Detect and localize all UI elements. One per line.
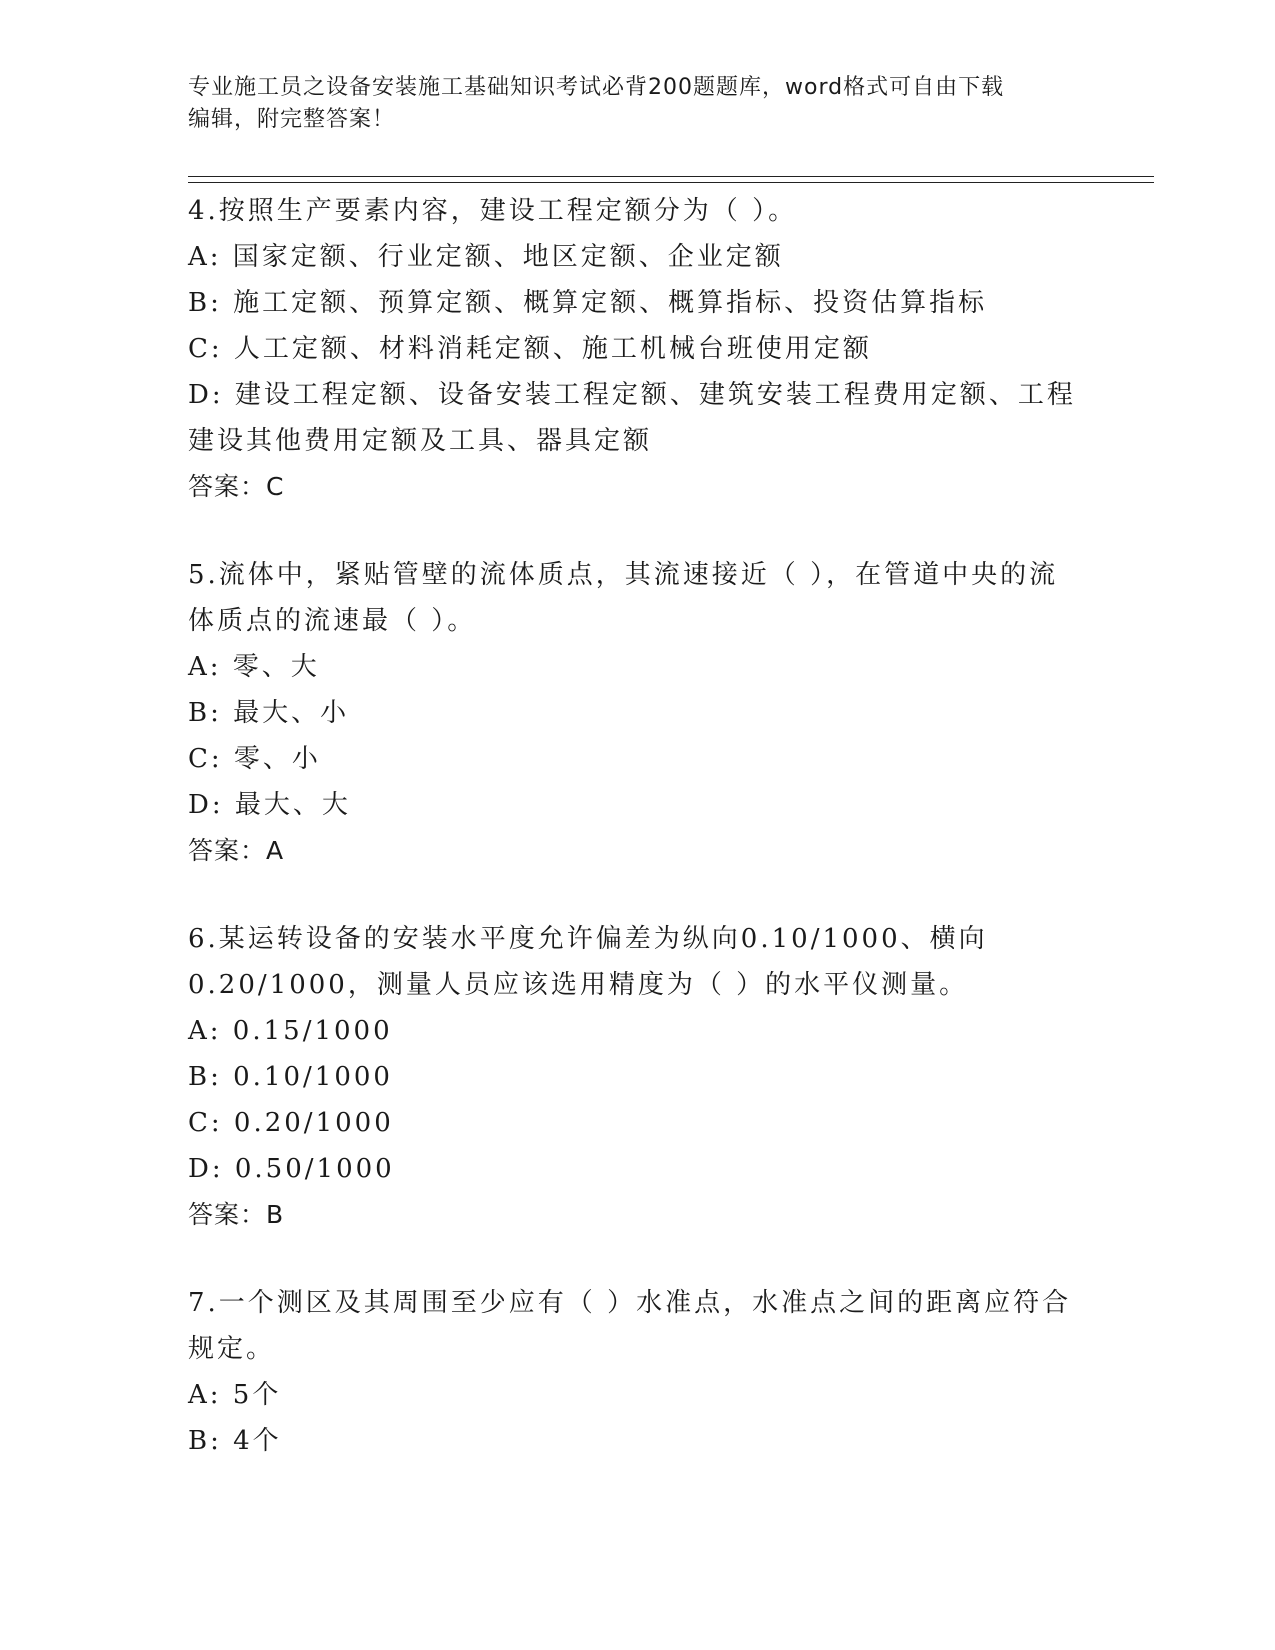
option-c: C: 零、小 <box>188 744 321 774</box>
option-b: B: 最大、小 <box>188 698 350 728</box>
header-divider-top <box>188 176 1154 177</box>
option-c: C: 人工定额、材料消耗定额、施工机械台班使用定额 <box>188 334 872 364</box>
question-stem-continued: 体质点的流速最（ ）。 <box>188 606 477 636</box>
question-5 <box>188 552 1068 874</box>
option-d: D: 0.50/1000 <box>188 1154 395 1184</box>
answer: 答案：C <box>188 472 285 501</box>
question-7 <box>188 1280 1072 1464</box>
option-b: B: 施工定额、预算定额、概算定额、概算指标、投资估算指标 <box>188 288 988 318</box>
question-stem: 5.流体中，紧贴管壁的流体质点，其流速接近（ ），在管道中央的流 <box>188 560 1059 590</box>
question-6 <box>188 916 1068 1238</box>
question-stem: 7.一个测区及其周围至少应有（ ）水准点，水准点之间的距离应符合 <box>188 1288 1072 1318</box>
question-4 <box>188 188 1076 510</box>
question-stem: 6.某运转设备的安装水平度允许偏差为纵向0.10/1000、横向 <box>188 924 988 954</box>
question-stem-continued: 规定。 <box>188 1334 276 1364</box>
question-stem-continued: 0.20/1000，测量人员应该选用精度为（ ）的水平仪测量。 <box>188 970 969 1000</box>
option-d: D: 最大、大 <box>188 790 351 820</box>
document-header <box>188 72 1068 136</box>
option-a: A: 国家定额、行业定额、地区定额、企业定额 <box>188 242 784 272</box>
answer: 答案：B <box>188 1200 285 1229</box>
option-a: A: 5个 <box>188 1380 282 1410</box>
option-c: C: 0.20/1000 <box>188 1108 394 1138</box>
header-divider-bottom <box>188 182 1154 183</box>
question-stem: 4.按照生产要素内容，建设工程定额分为（ ）。 <box>188 196 798 226</box>
option-a: A: 0.15/1000 <box>188 1016 393 1046</box>
option-d-continued: 建设其他费用定额及工具、器具定额 <box>188 426 653 456</box>
option-b: B: 0.10/1000 <box>188 1062 393 1092</box>
header-title-line-2: 编辑，附完整答案！ <box>188 107 396 132</box>
answer: 答案：A <box>188 836 285 865</box>
option-d: D: 建设工程定额、设备安装工程定额、建筑安装工程费用定额、工程 <box>188 380 1076 410</box>
header-title-line-1: 专业施工员之设备安装施工基础知识考试必背200题题库，word格式可自由下载 <box>188 75 1005 100</box>
option-b: B: 4个 <box>188 1426 282 1456</box>
option-a: A: 零、大 <box>188 652 320 682</box>
